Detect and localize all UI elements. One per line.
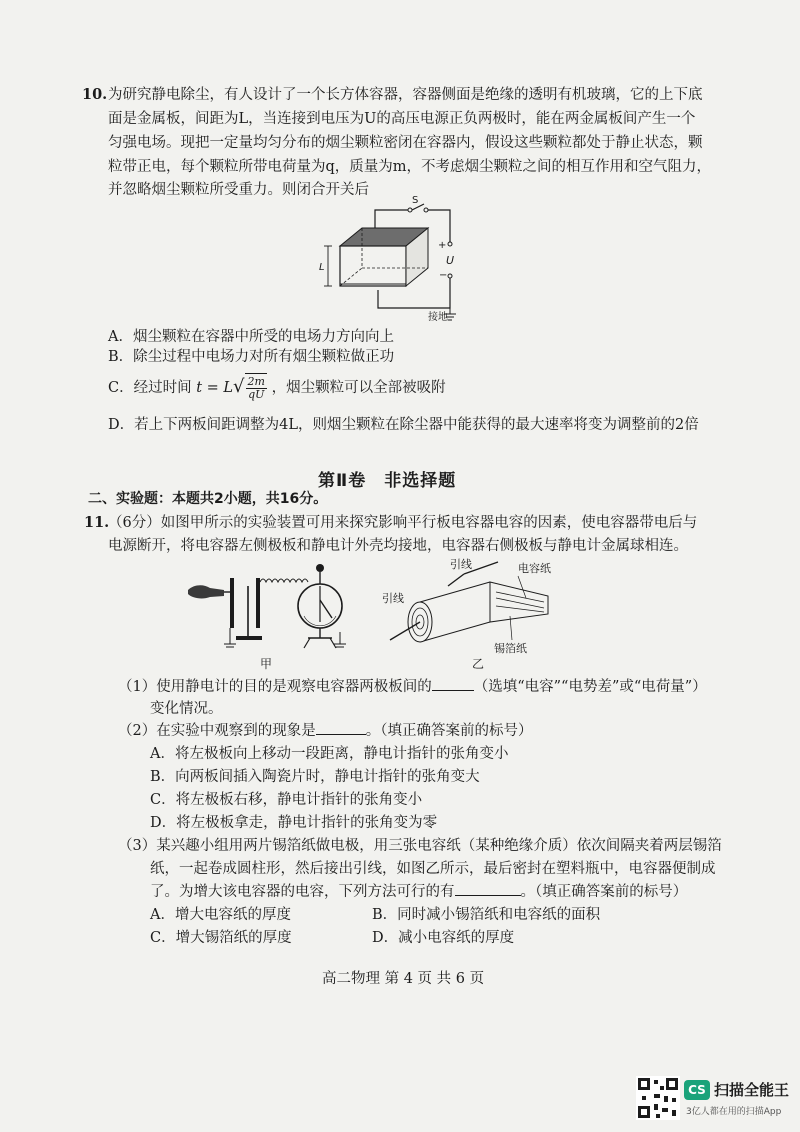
minus-sign: − bbox=[439, 270, 448, 281]
q11-intro-line-2: 电源断开，将电容器左侧极板和静电计外壳均接地，电容器右侧极板与静电计金属球相连。 bbox=[108, 538, 688, 554]
q11-part3-line-1: （3）某兴趣小组用两片锡箔纸做电极，用三张电容纸（某种绝缘介质）依次间隔夹着两层锡箔 bbox=[118, 838, 722, 854]
q11-part2-option-d: D．将左极板拿走，静电计指针的张角变为零 bbox=[150, 815, 438, 831]
q11-part3-option-d: D．减小电容纸的厚度 bbox=[372, 930, 515, 946]
q11-part3-text-b: 。（填正确答案前的标号） bbox=[520, 884, 688, 900]
q10-text-line-3: 匀强电场。现把一定量均匀分布的烟尘颗粒密闭在容器内，假设这些颗粒都处于静止状态，颗 bbox=[108, 135, 703, 151]
q10-option-d: D．若上下两板间距调整为4L，则烟尘颗粒在除尘器中能获得的最大速率将变为调整前的2倍 bbox=[108, 417, 699, 433]
q11-part1-answer-blank[interactable] bbox=[432, 690, 474, 691]
switch-label: S bbox=[412, 196, 419, 206]
q11-part1-text-b: （选填“电容”“电势差”或“电荷量”） bbox=[473, 679, 707, 695]
q11-part3-option-a: A．增大电容纸的厚度 bbox=[150, 907, 291, 923]
q10-option-c-suffix: ，烟尘颗粒可以全部被吸附 bbox=[271, 380, 446, 396]
q10-option-b: B．除尘过程中电场力对所有烟尘颗粒做正功 bbox=[108, 349, 395, 365]
section-heading: 二、实验题：本题共2小题，共16分。 bbox=[88, 491, 328, 507]
capacitor-paper-label: 电容纸 bbox=[518, 562, 551, 575]
tin-foil-label: 锡箔纸 bbox=[494, 642, 527, 655]
figure-yi-capacitor bbox=[378, 556, 578, 674]
q11-part2-option-a: A．将左极板向上移动一段距离，静电计指针的张角变小 bbox=[150, 746, 509, 762]
fraction-numerator: 2m bbox=[247, 375, 265, 388]
fraction-denominator: qU bbox=[248, 388, 265, 401]
q10-text-line-1: 为研究静电除尘，有人设计了一个长方体容器，容器侧面是绝缘的透明有机玻璃，它的上下底 bbox=[108, 87, 703, 103]
figure-jia-label: 甲 bbox=[260, 657, 273, 671]
figure-yi-label: 乙 bbox=[472, 657, 485, 671]
voltage-label: U bbox=[446, 254, 455, 267]
qr-code-icon bbox=[636, 1076, 680, 1120]
q10-option-c-prefix: C．经过时间 bbox=[108, 380, 192, 396]
app-tagline: 3亿人都在用的扫描App bbox=[686, 1107, 782, 1117]
sqrt-radicand bbox=[245, 373, 267, 404]
q11-intro-line-1: （6分）如图甲所示的实验装置可用来探究影响平行板电容器电容的因素，使电容器带电后与 bbox=[108, 515, 698, 531]
q11-part1-text-a: （1）使用静电计的目的是观察电容器两极板间的 bbox=[118, 679, 432, 695]
figure-jia-electrometer bbox=[180, 556, 360, 674]
q11-part3-option-b: B．同时减小锡箔纸和电容纸的面积 bbox=[372, 907, 601, 923]
ground-label: 接地 bbox=[428, 312, 448, 323]
q10-text-line-2: 面是金属板，间距为L，当连接到电压为U的高压电源正负两极时，能在两金属板间产生一个 bbox=[108, 111, 696, 127]
q10-text-line-5: 并忽略烟尘颗粒所受重力。则闭合开关后 bbox=[108, 182, 369, 198]
q10-number: 10. bbox=[82, 86, 108, 103]
q10-option-c: C．经过时间 t = L√ $\frac{2m}{qU}$ ，烟尘颗粒可以全部被吸附 bbox=[108, 372, 446, 404]
distance-label: L bbox=[319, 262, 325, 273]
lead-wire-label-top: 引线 bbox=[450, 558, 472, 571]
section-title: 第Ⅱ卷 非选择题 bbox=[318, 471, 457, 491]
app-badge-icon: CS bbox=[684, 1080, 710, 1100]
plus-sign: + bbox=[438, 240, 447, 251]
q10-option-a: A．烟尘颗粒在容器中所受的电场力方向向上 bbox=[108, 329, 394, 345]
q11-part2-text-a: （2）在实验中观察到的现象是 bbox=[118, 723, 316, 739]
q10-option-c-formula: t = L bbox=[196, 380, 234, 396]
q11-part3-line-3 bbox=[150, 881, 687, 903]
q10-text-line-4: 粒带正电，每个颗粒所带电荷量为q，质量为m，不考虑烟尘颗粒之间的相互作用和空气阻力， bbox=[108, 159, 712, 175]
page-footer: 高二物理 第 4 页 共 6 页 bbox=[322, 971, 485, 987]
q11-part2-text-b: 。（填正确答案前的标号） bbox=[365, 723, 533, 739]
q11-part2-answer-blank[interactable] bbox=[316, 734, 366, 735]
q11-part2-line bbox=[118, 720, 532, 742]
dust-collector-figure bbox=[300, 196, 480, 324]
q11-part3-text-a: 了。为增大该电容器的电容，下列方法可行的有 bbox=[150, 884, 455, 900]
q11-part3-option-c: C．增大锡箔纸的厚度 bbox=[150, 930, 292, 946]
q11-part2-option-c: C．将左极板右移，静电计指针的张角变小 bbox=[150, 792, 423, 808]
q11-part1-line-1 bbox=[118, 676, 707, 698]
q11-part1-line-2: 变化情况。 bbox=[150, 701, 223, 717]
q11-part3-answer-blank[interactable] bbox=[455, 895, 521, 896]
lead-wire-label-left: 引线 bbox=[382, 592, 404, 605]
app-name: 扫描全能王 bbox=[714, 1081, 790, 1099]
q11-number: 11. bbox=[84, 514, 110, 531]
q11-part2-option-b: B．向两板间插入陶瓷片时，静电计指针的张角变大 bbox=[150, 769, 480, 785]
q11-part3-line-2: 纸，一起卷成圆柱形，然后接出引线，如图乙所示，最后密封在塑料瓶中，电容器便制成 bbox=[150, 861, 716, 877]
